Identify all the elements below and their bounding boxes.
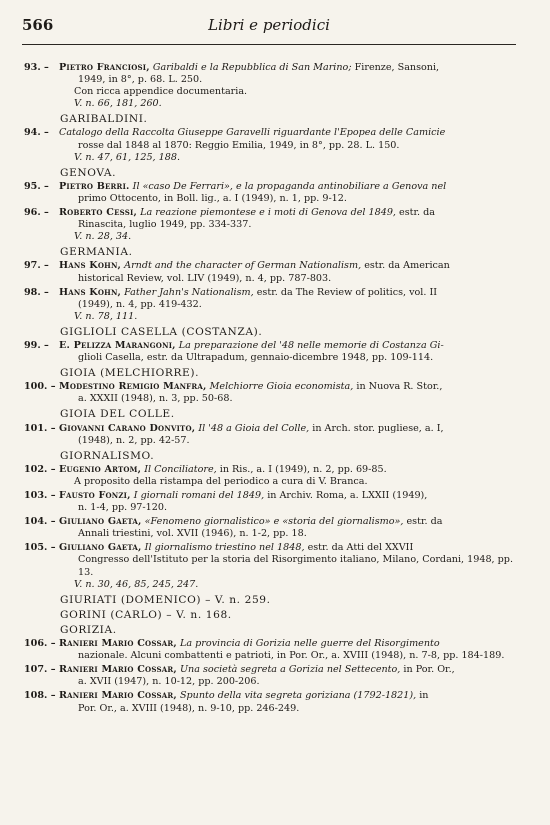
entry-author: Giuliano Gaeta, xyxy=(59,516,142,528)
bibliography-entry xyxy=(24,260,516,284)
section-heading: GIOIA (MELCHIORRE). xyxy=(60,367,200,380)
entry-continuation: a. XVII (1947), n. 10-12, pp. 200-206. xyxy=(78,676,260,688)
entry-author: Ranieri Mario Cossar, xyxy=(59,690,177,702)
entry-title: Il «caso De Ferrari», e la propaganda antinobiliare a Genova nel xyxy=(132,180,447,192)
entry-author: Pietro Franciosi, xyxy=(59,62,150,73)
entry-title: Father Jahn's Nationalism, xyxy=(124,286,254,298)
entry-number: 105. – xyxy=(24,542,56,554)
entry-continuation: historical Review, vol. LIV (1949), n. 4, pp. 787-803. xyxy=(78,272,332,284)
bibliography-entry xyxy=(24,690,516,714)
entry-number: 103. – xyxy=(24,490,56,501)
entry-publication: in xyxy=(419,690,429,702)
entry-number: 95. – xyxy=(24,180,49,192)
entry-note: A proposito della ristampa del periodico a cura di V. Branca. xyxy=(74,475,368,487)
section-heading: GIORNALISMO. xyxy=(60,449,155,462)
entry-title: Il '48 a Gioia del Colle, xyxy=(198,422,310,434)
entry-title: Catalogo della Raccolta Giuseppe Garavelli riguardante l'Epopea delle Camicie xyxy=(59,127,446,139)
entry-title: «Fenomeno giornalistico» e «storia del giornalismo», xyxy=(144,516,404,528)
entry-continuation: n. 1-4, pp. 97-120. xyxy=(78,502,168,514)
entry-continuation: (1949), n. 4, pp. 419-432. xyxy=(78,298,202,310)
entry-continuation: a. XXXII (1948), n. 3, pp. 50-68. xyxy=(78,393,233,405)
entry-continuation: primo Ottocento, in Boll. lig., a. I (1949), n. 1, pp. 9-12. xyxy=(78,192,347,204)
bibliography-entry xyxy=(24,340,516,364)
section-heading: GORINI (CARLO) – V. n. 168. xyxy=(60,608,232,621)
entry-number: 108. – xyxy=(24,690,56,702)
entry-continuation: 1949, in 8°, p. 68. L. 250. xyxy=(78,74,203,86)
entry-continuation: Congresso dell'Istituto per la storia del Risorgimento italiano, Milano, Cordani, 1948, pp. 13. xyxy=(78,554,513,578)
entry-publication: in Por. Or., xyxy=(403,664,455,676)
entry-cross-references: V. n. 47, 61, 125, 188. xyxy=(74,151,181,163)
entry-publication: estr. da The Review of politics, vol. II xyxy=(256,286,438,298)
entry-publication: in Ris., a. I (1949), n. 2, pp. 69-85. xyxy=(219,463,387,475)
page-header xyxy=(22,14,516,45)
bibliography-entry xyxy=(24,490,516,514)
entry-publication: estr. da xyxy=(406,516,443,528)
entry-author: Hans Kohn, xyxy=(59,286,122,298)
bibliography-entry xyxy=(24,423,516,447)
section-heading: GIOIA DEL COLLE. xyxy=(60,408,175,421)
entry-author: Modestino Remigio Manfra, xyxy=(59,381,207,393)
entry-title: Garibaldi e la Repubblica di San Marino; xyxy=(152,62,352,73)
entry-number: 98. – xyxy=(24,286,49,298)
entry-number: 101. – xyxy=(24,422,56,434)
bibliography-entry xyxy=(24,664,516,688)
entry-author: Hans Kohn, xyxy=(59,260,122,272)
entry-title: La preparazione del '48 nelle memorie di Costanza Gi- xyxy=(178,339,444,351)
entry-publication: estr. da Atti del XXVII xyxy=(307,542,414,554)
section-heading: GERMANIA. xyxy=(60,246,133,259)
bibliography-entry xyxy=(24,464,516,488)
entry-author: Ranieri Mario Cossar, xyxy=(59,664,177,676)
entry-continuation: Annali triestini, vol. XVII (1946), n. 1-2, pp. 18. xyxy=(78,528,307,540)
section-heading: GORIZIA. xyxy=(60,623,117,636)
section-heading: GARIBALDINI. xyxy=(60,113,148,126)
bibliography-body xyxy=(24,62,516,717)
entry-continuation: rosse dal 1848 al 1870: Reggio Emilia, 1949, in 8°, pp. 28. L. 150. xyxy=(78,139,400,151)
entry-title: Il Conciliatore, xyxy=(144,463,217,475)
bibliography-entry xyxy=(24,287,516,323)
entry-publication: estr. da American xyxy=(364,260,450,272)
bibliography-entry xyxy=(24,516,516,540)
entry-cross-references: V. n. 78, 111. xyxy=(74,310,138,322)
entry-number: 99. – xyxy=(24,339,49,351)
bibliography-entry xyxy=(24,62,516,110)
entry-publication: estr. da xyxy=(399,207,435,219)
entry-publication: in Arch. stor. pugliese, a. I, xyxy=(312,422,444,434)
entry-title: Melchiorre Gioia economista, xyxy=(209,381,354,393)
entry-number: 94. – xyxy=(24,127,49,139)
section-heading: GENOVA. xyxy=(60,166,117,179)
entry-author: Fausto Fonzi, xyxy=(59,490,131,501)
entry-title: Una società segreta a Gorizia nel Settecento, xyxy=(179,664,401,676)
section-heading: GIGLIOLI CASELLA (COSTANZA). xyxy=(60,325,263,338)
entry-publication: in Archiv. Roma, a. LXXII (1949), xyxy=(267,490,428,501)
entry-continuation: (1948), n. 2, pp. 42-57. xyxy=(78,434,190,446)
entry-publication: in Nuova R. Stor., xyxy=(356,381,443,393)
bibliography-entry xyxy=(24,181,516,205)
entry-continuation: glioli Casella, estr. da Ultrapadum, gennaio-dicembre 1948, pp. 109-114. xyxy=(78,352,434,364)
entry-author: Roberto Cessi, xyxy=(59,207,138,219)
entry-cross-references: V. n. 66, 181, 260. xyxy=(74,98,162,110)
entry-cross-references: V. n. 30, 46, 85, 245, 247. xyxy=(74,578,199,590)
entry-continuation: Por. Or., a. XVIII (1948), n. 9-10, pp. 246-249. xyxy=(78,702,300,714)
entry-note: Con ricca appendice documentaria. xyxy=(74,86,248,98)
entry-continuation: nazionale. Alcuni combattenti e patrioti, in Por. Or., a. XVIII (1948), n. 7-8, pp. 184-189. xyxy=(78,650,505,662)
entry-cross-references: V. n. 28, 34. xyxy=(74,231,132,243)
entry-author: Ranieri Mario Cossar, xyxy=(59,638,177,650)
bibliography-entry xyxy=(24,127,516,163)
entry-number: 100. – xyxy=(24,381,56,393)
entry-continuation: Rinascita, luglio 1949, pp. 334-337. xyxy=(78,219,252,231)
bibliography-entry xyxy=(24,207,516,243)
entry-author: Giovanni Carano Donvito, xyxy=(59,422,196,434)
entry-author: Eugenio Artom, xyxy=(59,463,142,475)
entry-title: I giornali romani del 1849, xyxy=(133,490,265,501)
entry-author: E. Pelizza Marangoni, xyxy=(59,339,176,351)
entry-title: La reazione piemontese e i moti di Genova del 1849, xyxy=(140,207,396,219)
entry-number: 93. – xyxy=(24,62,49,73)
entry-number: 106. – xyxy=(24,638,56,650)
entry-number: 97. – xyxy=(24,260,49,272)
entry-title: Spunto della vita segreta goriziana (1792-1821), xyxy=(179,690,417,702)
running-title: Libri e periodici xyxy=(208,16,330,34)
entry-title: Il giornalismo triestino nel 1848, xyxy=(144,542,305,554)
entry-publication: Firenze, Sansoni, xyxy=(354,62,440,73)
entry-number: 104. – xyxy=(24,516,56,528)
entry-number: 96. – xyxy=(24,207,49,219)
entry-title: Arndt and the character of German Nationalism, xyxy=(124,260,362,272)
bibliography-entry xyxy=(24,381,516,405)
entry-author: Pietro Berri. xyxy=(59,180,130,192)
page-number: 566 xyxy=(22,16,54,34)
entry-number: 107. – xyxy=(24,664,56,676)
entry-number: 102. – xyxy=(24,463,56,475)
section-heading: GIURIATI (DOMENICO) – V. n. 259. xyxy=(60,593,271,606)
entry-author: Giuliano Gaeta, xyxy=(59,542,142,554)
bibliography-entry xyxy=(24,638,516,662)
entry-title: La provincia di Gorizia nelle guerre del Risorgimento xyxy=(179,638,440,650)
bibliography-entry xyxy=(24,542,516,590)
